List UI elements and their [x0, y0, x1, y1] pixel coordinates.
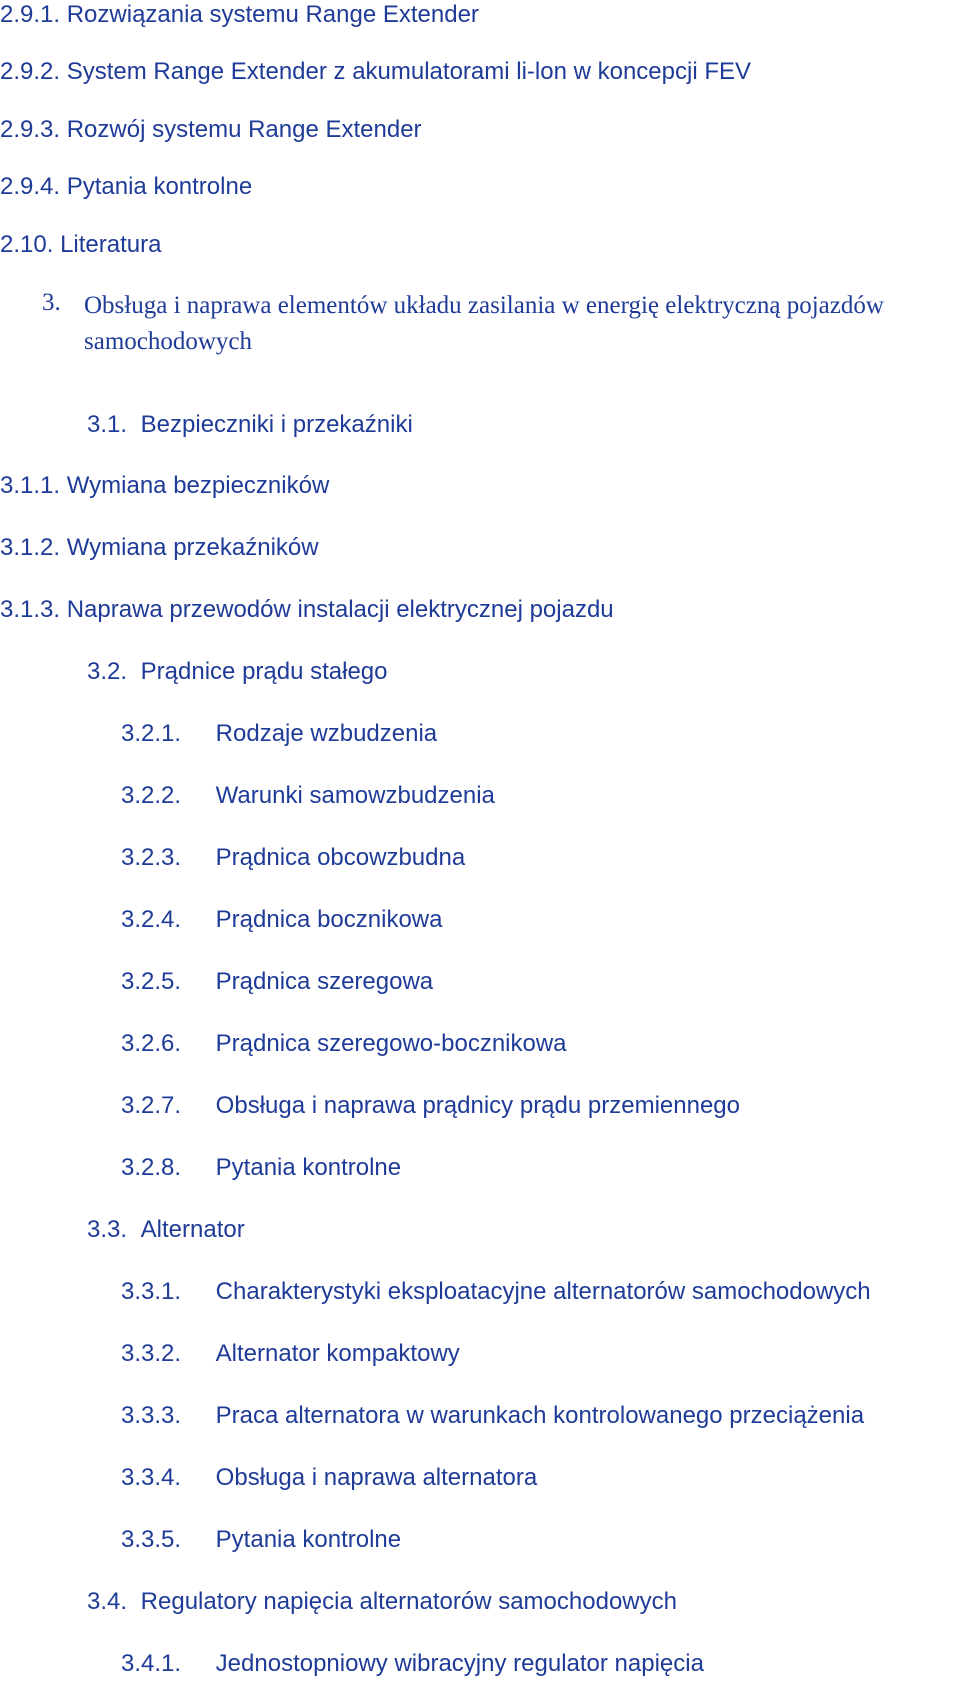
toc-entry — [121, 967, 433, 997]
toc-entry-number: 3.1.3. — [0, 596, 61, 623]
toc-entry-number: 3.2.7. — [121, 1092, 182, 1119]
toc-entry-title: Rozwój systemu Range Extender — [66, 116, 422, 143]
toc-entry-title: Jednostopniowy wibracyjny regulator napięcia — [215, 1650, 704, 1677]
toc-entry-number: 3.1. — [87, 411, 128, 438]
toc-entry-title: Prądnica szeregowa — [215, 968, 434, 995]
toc-entry — [121, 1401, 864, 1431]
toc-entry-title: Bezpieczniki i przekaźniki — [140, 411, 413, 438]
toc-entry-number: 3.3.5. — [121, 1526, 182, 1553]
toc-entry — [87, 657, 388, 687]
toc-entry — [87, 1215, 245, 1245]
toc-entry-number: 3.2.6. — [121, 1030, 182, 1057]
toc-entry-title: Praca alternatora w warunkach kontrolowanego przeciążenia — [215, 1402, 865, 1429]
toc-entry-chapter — [42, 288, 960, 360]
toc-entry-number: 3. — [42, 289, 61, 316]
toc-entry-number: 3.4.1. — [121, 1650, 182, 1677]
toc-entry-title: Pytania kontrolne — [66, 173, 253, 200]
toc-entry-number: 3.1.1. — [0, 472, 61, 499]
toc-entry — [121, 1153, 401, 1183]
toc-entry-title: Rodzaje wzbudzenia — [215, 720, 438, 747]
toc-entry — [121, 1339, 460, 1369]
toc-entry-number: 3.2. — [87, 658, 128, 685]
toc-entry-number: 3.3.4. — [121, 1464, 182, 1491]
toc-entry-title: Regulatory napięcia alternatorów samochodowych — [140, 1588, 677, 1615]
toc-entry-title: Pytania kontrolne — [215, 1154, 402, 1181]
toc-entry-number: 3.2.8. — [121, 1154, 182, 1181]
toc-entry-title: Wymiana przekaźników — [66, 534, 319, 561]
toc-entry-number: 3.3.2. — [121, 1340, 182, 1367]
toc-entry-title: Warunki samowzbudzenia — [215, 782, 495, 809]
toc-entry-number: 3.2.4. — [121, 906, 182, 933]
toc-entry — [0, 533, 319, 563]
toc-entry-title: Prądnice prądu stałego — [140, 658, 388, 685]
toc-entry-title: Alternator kompaktowy — [215, 1340, 460, 1367]
toc-entry — [121, 1463, 537, 1493]
toc-entry-title: Rozwiązania systemu Range Extender — [66, 1, 479, 28]
toc-entry-title: Obsługa i naprawa alternatora — [215, 1464, 538, 1491]
toc-entry — [0, 115, 422, 145]
toc-entry — [0, 0, 479, 30]
toc-entry-title: Alternator — [140, 1216, 245, 1243]
toc-entry — [87, 1587, 677, 1617]
toc-entry-title: Prądnica bocznikowa — [215, 906, 443, 933]
toc-entry-number: 3.2.3. — [121, 844, 182, 871]
toc-entry — [121, 1277, 871, 1307]
toc-entry — [121, 781, 495, 811]
toc-entry-number: 3.2.1. — [121, 720, 182, 747]
toc-entry-title: Literatura — [60, 231, 162, 258]
toc-entry — [121, 843, 465, 873]
toc-entry — [0, 230, 161, 260]
toc-entry-title: Pytania kontrolne — [215, 1526, 402, 1553]
toc-entry-number: 3.2.5. — [121, 968, 182, 995]
toc-entry-number: 2.9.1. — [0, 1, 61, 28]
toc-entry-number: 3.2.2. — [121, 782, 182, 809]
toc-entry-number: 3.4. — [87, 1588, 128, 1615]
toc-entry — [121, 1091, 740, 1121]
toc-entry — [0, 471, 329, 501]
toc-entry-number: 2.9.4. — [0, 173, 61, 200]
toc-entry-number: 2.9.3. — [0, 116, 61, 143]
toc-entry-title: Charakterystyki eksploatacyjne alternatorów samochodowych — [215, 1278, 871, 1305]
toc-entry-title: Wymiana bezpieczników — [66, 472, 330, 499]
toc-entry-number: 3.3. — [87, 1216, 128, 1243]
toc-entry-title: System Range Extender z akumulatorami li-lon w koncepcji FEV — [66, 58, 751, 85]
toc-entry — [0, 172, 252, 202]
toc-entry — [121, 1525, 401, 1555]
toc-entry — [121, 1029, 567, 1059]
toc-entry-title: Obsługa i naprawa prądnicy prądu przemiennego — [215, 1092, 740, 1119]
toc-entry — [0, 595, 614, 625]
toc-entry-number: 3.3.3. — [121, 1402, 182, 1429]
toc-entry — [87, 410, 413, 440]
toc-entry-title: Prądnica szeregowo-bocznikowa — [215, 1030, 567, 1057]
toc-entry-number: 2.9.2. — [0, 58, 61, 85]
toc-entry-number: 3.3.1. — [121, 1278, 182, 1305]
toc-entry — [121, 1649, 704, 1679]
toc-entry-number: 2.10. — [0, 231, 54, 258]
toc-entry — [0, 57, 751, 87]
toc-entry — [121, 719, 437, 749]
toc-entry-title: Naprawa przewodów instalacji elektrycznej pojazdu — [66, 596, 614, 623]
toc-entry — [121, 905, 442, 935]
toc-entry-number: 3.1.2. — [0, 534, 61, 561]
toc-entry-title: Obsługa i naprawa elementów układu zasilania w energię elektryczną pojazdów samochodowych — [84, 292, 884, 355]
toc-entry-title: Prądnica obcowzbudna — [215, 844, 466, 871]
